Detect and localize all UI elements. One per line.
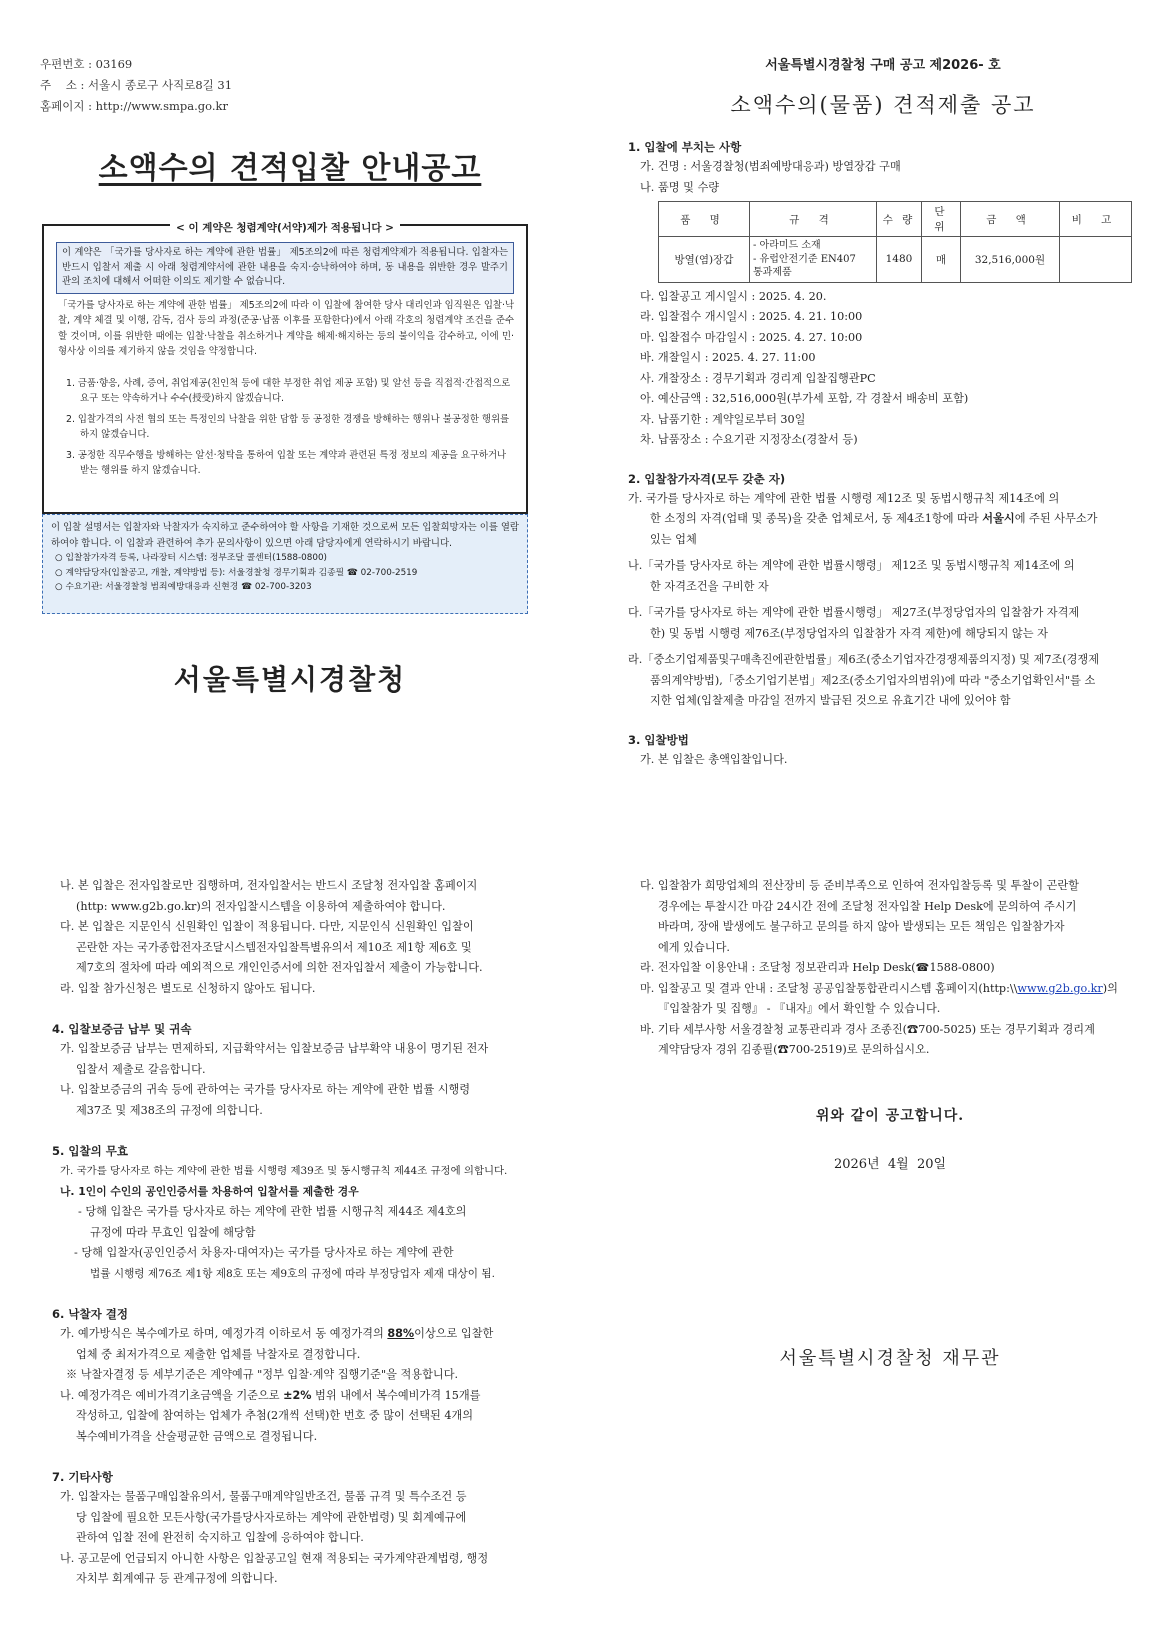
right-page-title: 소액수의(물품) 견적제출 공고 xyxy=(730,93,1036,117)
closing-statement: 위와 같이 공고합니다. xyxy=(815,1107,965,1124)
contact-line: ○ 입찰참가자격 등록, 나라장터 시스템: 정부조달 콜센터(1588-0800) xyxy=(55,553,327,563)
bottom-right-page: 다. 입찰참가 희망업체의 전산장비 등 준비부족으로 인하여 전자입찰등록 및 투찰이 곤란할 경우에는 투찰시간 마감 24시간 전에 조달청 전자입찰 Help Desk에 문의하여 주시기 바라며, 장애 발생에도 불구하고 문의를 하지 않아 발생되는 모든 책임은 입찰참가자 에게 있습니다. 라. 전자입찰 이용안내 : 조달청 정보관리과 Help Desk(☎1588-0800) 마. 입찰공고 및 결과 안내 : 조달청 공공입찰통합관리시스템 홈페이지(http:\\www.g2b.go.kr)의 『입찰참가 및 집행』 - 『내자』에서 확인할 수 있습니다. 바. 기타 세부사항 서울경찰청 교통관리과 경사 조종진(☎700-5025) 또는 경무기획과 경리계 계약담당자 경위 김종필(☎700-2519)로 문의하십시오. 위와 같이 공고합니다. 2026년 4월 20일 서울특별시경찰청 재무관 xyxy=(640,876,1140,1436)
items-table xyxy=(658,201,1132,283)
detail-line: 마. 입찰접수 마감일시 : 2025. 4. 27. 10:00 xyxy=(640,330,863,344)
integrity-blue-notice: 이 계약은 「국가를 당사자로 하는 계약에 관한 법률」 제5조의2에 따른 청렴계약제가 적용됩니다. 입찰자는 반드시 입찰서 제출 시 아래 청렴계약서에 관한 내용을 숙지·승낙하여야 하며, 동 내용을 위반한 경우 발주기관의 조치에 대해서 어떠한 이의도 제기할 수 없습니다. xyxy=(56,242,514,294)
g2b-link[interactable]: www.g2b.go.kr xyxy=(1017,981,1103,995)
cell-note xyxy=(1060,237,1132,283)
homepage: 홈페이지 : http://www.smpa.go.kr xyxy=(40,99,228,113)
detail-line: 다. 입찰공고 게시일시 : 2025. 4. 20. xyxy=(640,289,827,303)
detail-line: 라. 입찰접수 개시일시 : 2025. 4. 21. 10:00 xyxy=(640,310,863,323)
section-heading: 6. 낙찰자 결정 xyxy=(52,1307,128,1321)
detail-line: 차. 납품장소 : 수요기관 지정장소(경찰서 등) xyxy=(640,433,858,446)
cell-name: 방열(염)장갑 xyxy=(659,237,750,283)
address-block xyxy=(40,54,540,117)
integrity-item: 2. 입찰가격의 사전 협의 또는 특정인의 낙찰을 위한 담합 등 공정한 경쟁을 방해하는 행위나 불공정한 행위를 하지 않겠습니다. xyxy=(66,413,510,440)
detail-line: 자. 납품기한 : 계약일로부터 30일 xyxy=(640,412,806,426)
col-header: 단 위 xyxy=(922,202,961,237)
left-page-title: 소액수의 견적입찰 안내공고 xyxy=(98,151,482,186)
item-name-line: 가. 건명 : 서울경찰청(범죄예방대응과) 방열장갑 구매 xyxy=(640,160,901,173)
integrity-item: 3. 공정한 직무수행을 방해하는 알선·청탁을 통하여 입찰 또는 계약과 관련된 특정 정보의 제공을 요구하거나 받는 행위를 하지 않겠습니다. xyxy=(66,449,507,476)
cell-spec: - 아라미드 소재 - 유럽안전기준 EN407 통과제품 xyxy=(750,237,877,283)
section-heading: 5. 입찰의 무효 xyxy=(52,1144,128,1158)
signature-title: 서울특별시경찰청 재무관 xyxy=(779,1347,1001,1369)
item-qty-line: 나. 품명 및 수량 xyxy=(640,180,720,194)
postal-code: 우편번호 : 03169 xyxy=(40,57,133,71)
integrity-item: 1. 금품·향응, 사례, 증여, 취업제공(친인척 등에 대한 부정한 취업 제공 포함) 및 알선 등을 직접적·간접적으로 요구 또는 약속하거나 수수(授受)하지 않겠습니다. xyxy=(66,377,511,404)
section-1 xyxy=(628,137,1138,451)
section-3: 3. 입찰방법 가. 본 입찰은 총액입찰입니다. xyxy=(628,730,1138,771)
contact-line: ○ 계약담당자(입찰공고, 개찰, 계약방법 등): 서울경찰청 경무기획과 김종필 ☎ 02-700-2519 xyxy=(55,567,418,578)
integrity-items xyxy=(56,376,512,478)
col-header: 품 명 xyxy=(659,202,750,237)
col-header: 금 액 xyxy=(961,202,1060,237)
detail-line: 바. 개찰일시 : 2025. 4. 27. 11:00 xyxy=(640,351,816,364)
col-header: 비 고 xyxy=(1060,202,1132,237)
top-right-page xyxy=(628,54,1138,794)
col-header: 수 량 xyxy=(877,202,922,237)
contact-line: ○ 수요기관: 서울경찰청 범죄예방대응과 신현경 ☎ 02-700-3203 xyxy=(55,582,312,592)
section-2: 2. 입찰참가자격(모두 갖춘 자) 가. 국가를 당사자로 하는 계약에 관한 법률 시행령 제12조 및 동법시행규칙 제14조에 의 한 소정의 자격(업태 및 종목)을 갖춘 업체로서, 동 제4조1항에 따라 서울시에 주된 사무소가 있는 업체 나.「국가를 당사자로 하는 계약에 관한 법률시행령」 제12조 및 동법시행규칙 제14조에 의 한 자격조건을 구비한 자 다.「국가를 당사자로 하는 계약에 관한 법률시행령」 제27조(부정당업자의 입찰참가 자격제 한) 및 동법 시행령 제76조(부정당업자의 입찰참가 자격 제한)에 해당되지 않는 자 라.「중소기업제품및구매촉진에관한법률」제6조(중소기업자간경쟁제품의지정) 및 제7조(경쟁제 품의계약방법),「중소기업기본법」제2조(중소기업자의범위)에 따라 "중소기업확인서"를 소 지한 업체(입찰제출 마감일 전까지 발급된 것으로 유효기간 내에 있어야 함 xyxy=(628,469,1138,712)
section-heading: 2. 입찰참가자격(모두 갖춘 자) xyxy=(628,471,786,486)
integrity-contract-box xyxy=(42,224,528,514)
bottom-left-page: 나. 본 입찰은 전자입찰로만 집행하며, 전자입찰서는 반드시 조달청 전자입찰 홈페이지 (http: www.g2b.go.kr)의 전자입찰시스템을 이용하여 제출하여야 합니다. 다. 본 입찰은 지문인식 신원확인 입찰이 적용됩니다. 다만, 지문인식 신원확인 입찰이 곤란한 자는 국가종합전자조달시스템전자입찰특별유의서 제10조 제1항 제6호 및 제7호의 절차에 따라 예외적으로 개인인증서에 의한 전자입찰서 제출이 가능합니다. 라. 입찰 참가신청은 별도로 신청하지 않아도 됩니다. 4. 입찰보증금 납부 및 귀속 가. 입찰보증금 납부는 면제하되, 지급확약서는 입찰보증금 납부확약 내용이 명기된 전자 입찰서 제출로 갈음합니다. 나. 입찰보증금의 귀속 등에 관하여는 국가를 당사자로 하는 계약에 관한 법률 시행령 제37조 및 제38조의 규정에 의합니다. 5. 입찰의 무효 가. 국가를 당사자로 하는 계약에 관한 법률 시행령 제39조 및 동시행규칙 제44조 규정에 의합니다. 나. 1인이 수인의 공인인증서를 차용하여 입찰서를 제출한 경우 - 당해 입찰은 국가를 당사자로 하는 계약에 관한 법률 시행규칙 제44조 제4호의 규정에 따라 무효인 입찰에 해당함 - 당해 입찰자(공인인증서 차용자·대여자)는 국가를 당사자로 하는 계약에 관한 법률 시행령 제76조 제1항 제8호 또는 제9호의 규정에 따라 부정당업자 제재 대상이 됨. 6. 낙찰자 결정 가. 예가방식은 복수예가로 하며, 예정가격 이하로서 동 예정가격의 88%이상으로 입찰한 업체 중 최저가격으로 제출한 업체를 낙찰자로 결정합니다. ※ 낙찰자결정 등 세부기준은 계약예규 "정부 입찰·계약 집행기준"을 적용합니다. 나. 예정가격은 예비가격기초금액을 기준으로 ±2% 범위 내에서 복수예비가격 15개를 작성하고, 입찰에 참여하는 업체가 추첨(2개씩 선택)한 번호 중 많이 선택된 4개의 복수예비가격을 산술평균한 금액으로 결정됩니다. 7. 기타사항 가. 입찰자는 물품구매입찰유의서, 물품구매계약일반조건, 물품 규격 및 특수조건 등 당 입찰에 필요한 모든사항(국가를당사자로하는 계약에 관한법령) 및 회계예규에 관하여 입찰 전에 완전히 숙지하고 입찰에 응하여야 합니다. 나. 공고문에 언급되지 아니한 사항은 입찰공고일 현재 적용되는 국가계약관계법령, 행정 자치부 회계예규 등 관계규정에 의합니다. xyxy=(52,876,552,1616)
table-row xyxy=(659,237,1132,283)
cell-amount: 32,516,000원 xyxy=(961,237,1060,283)
integrity-box-legend: < 이 계약은 청렴계약(서약)제가 적용됩니다 > xyxy=(170,222,400,234)
section-heading: 7. 기타사항 xyxy=(52,1470,113,1484)
integrity-body: 「국가를 당사자로 하는 계약에 관한 법률」 제5조의2에 따라 이 입찰에 참여한 당사 대리인과 임직원은 입찰·낙찰, 계약 체결 및 이행, 감독, 검사 등의 과정(준공·납품 이후를 포함한다)에서 아래 각호의 청렴계약 조건을 준수할 것이며, 이를 위반한 때에는 입찰·낙찰을 취소하거나 계약을 해제·해지하는 등의 불이익을 감수하고, 이에 민·형사상 이의를 제기하지 않을 것임을 약정합니다. xyxy=(58,299,514,357)
announcement-date: 2026년 4월 20일 xyxy=(833,1156,947,1172)
cell-unit: 매 xyxy=(922,237,961,283)
cell-qty: 1480 xyxy=(877,237,922,283)
col-header: 규 격 xyxy=(750,202,877,237)
section-heading: 4. 입찰보증금 납부 및 귀속 xyxy=(52,1022,192,1036)
inquiry-notice-box xyxy=(42,514,528,614)
inquiry-notice-text: 이 입찰 설명서는 입찰자와 낙찰자가 숙지하고 준수하여야 할 사항을 기재한 것으로써 모든 입찰희망자는 이를 열람하여야 합니다. 이 입찰과 관련하여 추가 문의사항이 있으면 아래 담당자에게 연락하시기 바랍니다. xyxy=(51,522,519,549)
section-heading: 3. 입찰방법 xyxy=(628,732,689,747)
left-org-name: 서울특별시경찰청 xyxy=(173,663,407,696)
top-left-page xyxy=(40,54,540,614)
detail-line: 사. 개찰장소 : 경무기획과 경리계 입찰집행관PC xyxy=(640,371,876,385)
announcement-number: 서울특별시경찰청 구매 공고 제2026- 호 xyxy=(765,58,1001,73)
office-address: 주 소 : 서울시 종로구 사직로8길 31 xyxy=(40,78,233,92)
detail-line: 아. 예산금액 : 32,516,000원(부가세 포함, 각 경찰서 배송비 포함) xyxy=(640,392,969,405)
section-heading: 1. 입찰에 부치는 사항 xyxy=(628,140,742,154)
